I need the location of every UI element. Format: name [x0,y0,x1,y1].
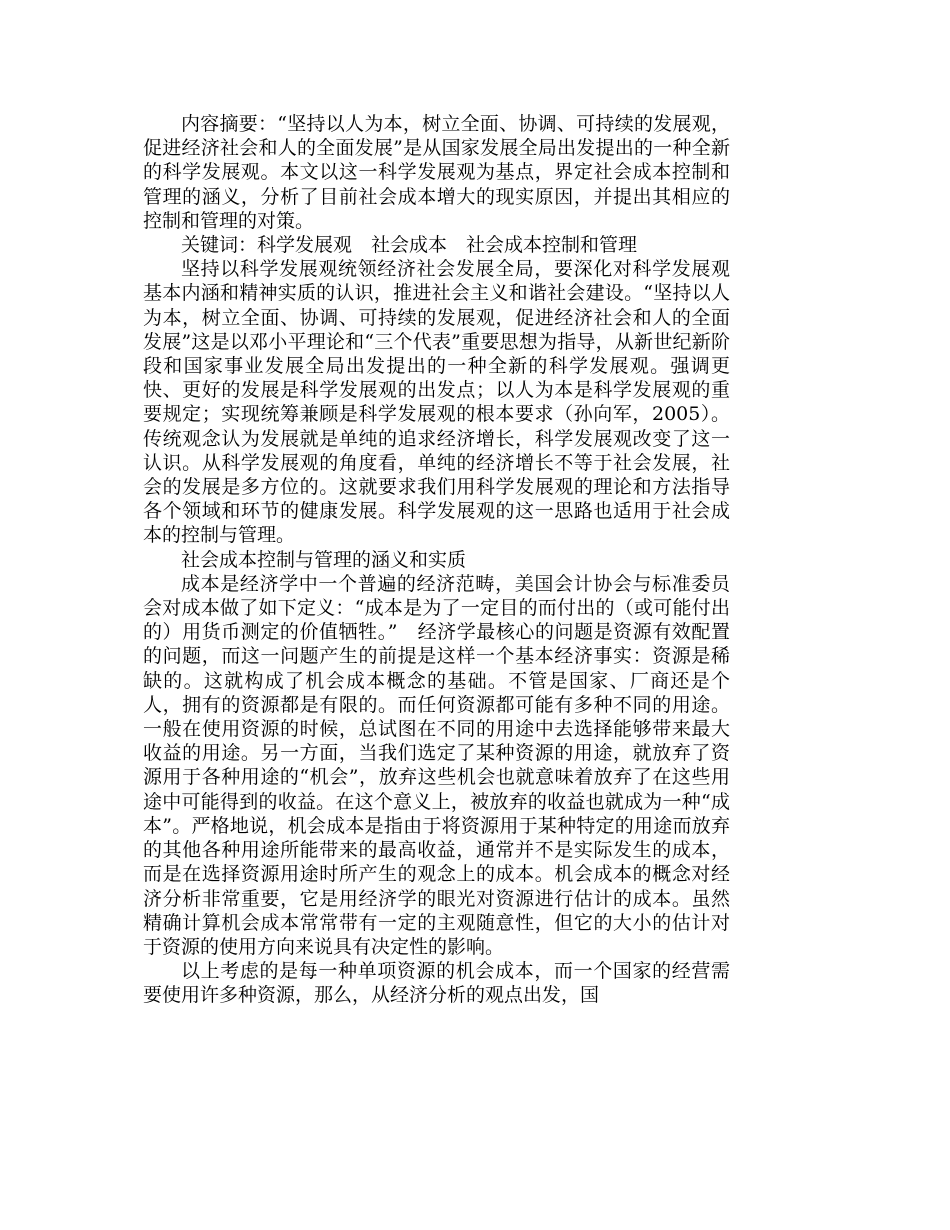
body-paragraph: 以上考虑的是每一种单项资源的机会成本，而一个国家的经营需要使用许多种资源，那么，从经济分析的观点出发，国 [143,960,730,1007]
keywords-paragraph: 关键词：科学发展观 社会成本 社会成本控制和管理 [181,234,638,257]
section-heading: 社会成本控制与管理的涵义和实质 [181,548,467,571]
body-paragraph: 坚持以科学发展观统领经济社会发展全局，要深化对科学发展观基本内涵和精神实质的认识，推进社会主义和谐社会建设。“坚持以人为本，树立全面、协调、可持续的发展观，促进经济社会和人的全面发展”这是以邓小平理论和“三个代表”重要思想为指导，从新世纪新阶段和国家事业发展全局出发提出的一种全新的科学发展观。强调更快、更好的发展是科学发展观的出发点；以人为本是科学发展观的重要规定；实现统筹兼顾是科学发展观的根本要求（孙向军，2005）。传统观念认为发展就是单纯的追求经济增长，科学发展观改变了这一认识。从科学发展观的角度看，单纯的经济增长不等于社会发展，社会的发展是多方位的。这就要求我们用科学发展观的理论和方法指导各个领域和环节的健康发展。科学发展观的这一思路也适用于社会成本的控制与管理。 [143,258,730,547]
abstract-paragraph: 内容摘要：“坚持以人为本，树立全面、协调、可持续的发展观，促进经济社会和人的全面发展”是从国家发展全局出发提出的一种全新的科学发展观。本文以这一科学发展观为基点，界定社会成本控制和管理的涵义，分析了目前社会成本增大的现实原因，并提出其相应的控制和管理的对策。 [143,113,730,232]
document-body [143,112,730,1008]
body-paragraph: 成本是经济学中一个普遍的经济范畴，美国会计协会与标准委员会对成本做了如下定义：“成本是为了一定目的而付出的（或可能付出的）用货币测定的价值牺牲。” 经济学最核心的问题是资源有效配置的问题，而这一问题产生的前提是这样一个基本经济事实：资源是稀缺的。这就构成了机会成本概念的基础。不管是国家、厂商还是个人，拥有的资源都是有限的。而任何资源都可能有多种不同的用途。一般在使用资源的时候，总试图在不同的用途中去选择能够带来最大收益的用途。另一方面，当我们选定了某种资源的用途，就放弃了资源用于各种用途的“机会”，放弃这些机会也就意味着放弃了在这些用途中可能得到的收益。在这个意义上，被放弃的收益也就成为一种“成本”。严格地说，机会成本是指由于将资源用于某种特定的用途而放弃的其他各种用途所能带来的最高收益，通常并不是实际发生的成本，而是在选择资源用途时所产生的观念上的成本。机会成本的概念对经济分析非常重要，它是用经济学的眼光对资源进行估计的成本。虽然精确计算机会成本常常带有一定的主观随意性，但它的大小的估计对于资源的使用方向来说具有决定性的影响。 [143,572,730,958]
